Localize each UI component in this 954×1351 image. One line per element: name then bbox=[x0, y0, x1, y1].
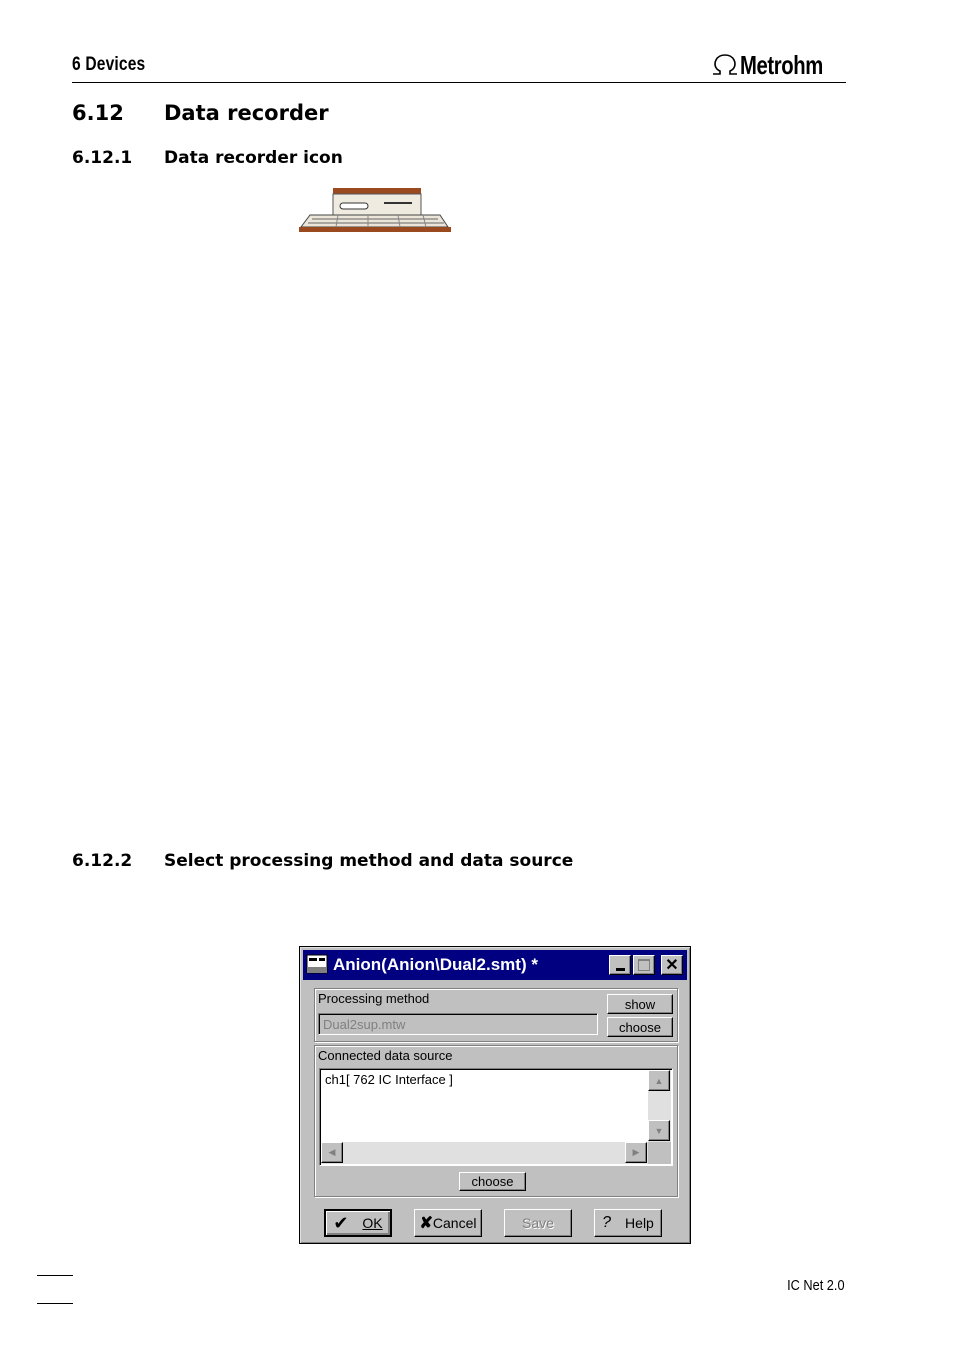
help-button[interactable] bbox=[594, 1209, 662, 1237]
list-item[interactable]: ch1[ 762 IC Interface ] bbox=[325, 1072, 453, 1087]
show-button[interactable]: show bbox=[607, 994, 673, 1014]
scroll-right-button[interactable] bbox=[625, 1142, 647, 1163]
processing-method-label: Processing method bbox=[318, 991, 430, 1006]
checkmark-icon: ✔ bbox=[333, 1212, 349, 1233]
arrow-up-icon: ▲ bbox=[654, 1075, 664, 1086]
section-title: Data recorder bbox=[164, 101, 329, 125]
running-header bbox=[72, 49, 846, 83]
cancel-label: Cancel bbox=[432, 1215, 477, 1231]
processing-method-value: Dual2sup.mtw bbox=[323, 1017, 406, 1032]
choose-source-button[interactable]: choose bbox=[459, 1172, 526, 1191]
close-button[interactable] bbox=[661, 955, 683, 975]
recorder-window-icon bbox=[306, 954, 328, 974]
subsection-heading-icon bbox=[72, 148, 343, 168]
dialog-title: Anion(Anion\Dual2.smt) * bbox=[333, 955, 538, 974]
subsection-heading-method bbox=[72, 851, 573, 871]
choose-method-button[interactable]: choose bbox=[607, 1017, 673, 1037]
vertical-scrollbar[interactable] bbox=[648, 1070, 671, 1142]
subsection-title: Data recorder icon bbox=[164, 148, 343, 168]
data-source-label: Connected data source bbox=[318, 1048, 453, 1063]
scroll-up-button[interactable] bbox=[648, 1070, 670, 1091]
help-label: Help bbox=[625, 1215, 654, 1231]
footer-rule-bottom bbox=[37, 1303, 73, 1304]
arrow-right-icon: ▶ bbox=[632, 1147, 640, 1157]
save-button[interactable] bbox=[504, 1209, 572, 1237]
minimize-button[interactable] bbox=[609, 955, 631, 975]
arrow-down-icon: ▼ bbox=[654, 1125, 664, 1136]
omega-icon bbox=[711, 53, 739, 77]
save-label: Save bbox=[522, 1215, 554, 1231]
close-icon: ✕ bbox=[665, 957, 679, 974]
maximize-button[interactable] bbox=[633, 955, 655, 975]
logo-wordmark: Metrohm bbox=[739, 49, 823, 80]
section-number: 6.12 bbox=[72, 101, 124, 125]
scroll-left-button[interactable] bbox=[321, 1142, 343, 1163]
ok-label: OK bbox=[362, 1215, 383, 1231]
dialog-titlebar[interactable] bbox=[303, 950, 687, 980]
data-recorder-dialog bbox=[299, 946, 691, 1244]
footer-product: IC Net 2.0 bbox=[787, 1277, 845, 1294]
section-heading bbox=[72, 101, 329, 125]
chapter-label: 6 Devices bbox=[72, 54, 146, 75]
processing-method-group bbox=[314, 988, 678, 1042]
scroll-down-button[interactable] bbox=[648, 1120, 670, 1141]
subsection-title: Select processing method and data source bbox=[164, 851, 574, 871]
maximize-icon bbox=[638, 959, 650, 971]
arrow-left-icon: ◀ bbox=[328, 1147, 336, 1157]
scrollbar-corner bbox=[648, 1142, 671, 1164]
cancel-button[interactable] bbox=[414, 1209, 482, 1237]
cancel-x-icon: ✘ bbox=[419, 1215, 433, 1232]
subsection-number: 6.12.1 bbox=[72, 148, 133, 168]
question-icon: ? bbox=[602, 1214, 612, 1231]
data-source-list[interactable] bbox=[319, 1068, 673, 1166]
metrohm-logo bbox=[711, 50, 846, 80]
minimize-icon bbox=[616, 968, 625, 971]
data-source-group bbox=[314, 1045, 678, 1197]
processing-method-field bbox=[318, 1013, 598, 1035]
subsection-number: 6.12.2 bbox=[72, 851, 133, 871]
data-recorder-icon bbox=[298, 187, 452, 234]
ok-button[interactable] bbox=[324, 1209, 392, 1237]
footer-rule-top bbox=[37, 1275, 73, 1276]
horizontal-scrollbar[interactable] bbox=[321, 1142, 648, 1164]
